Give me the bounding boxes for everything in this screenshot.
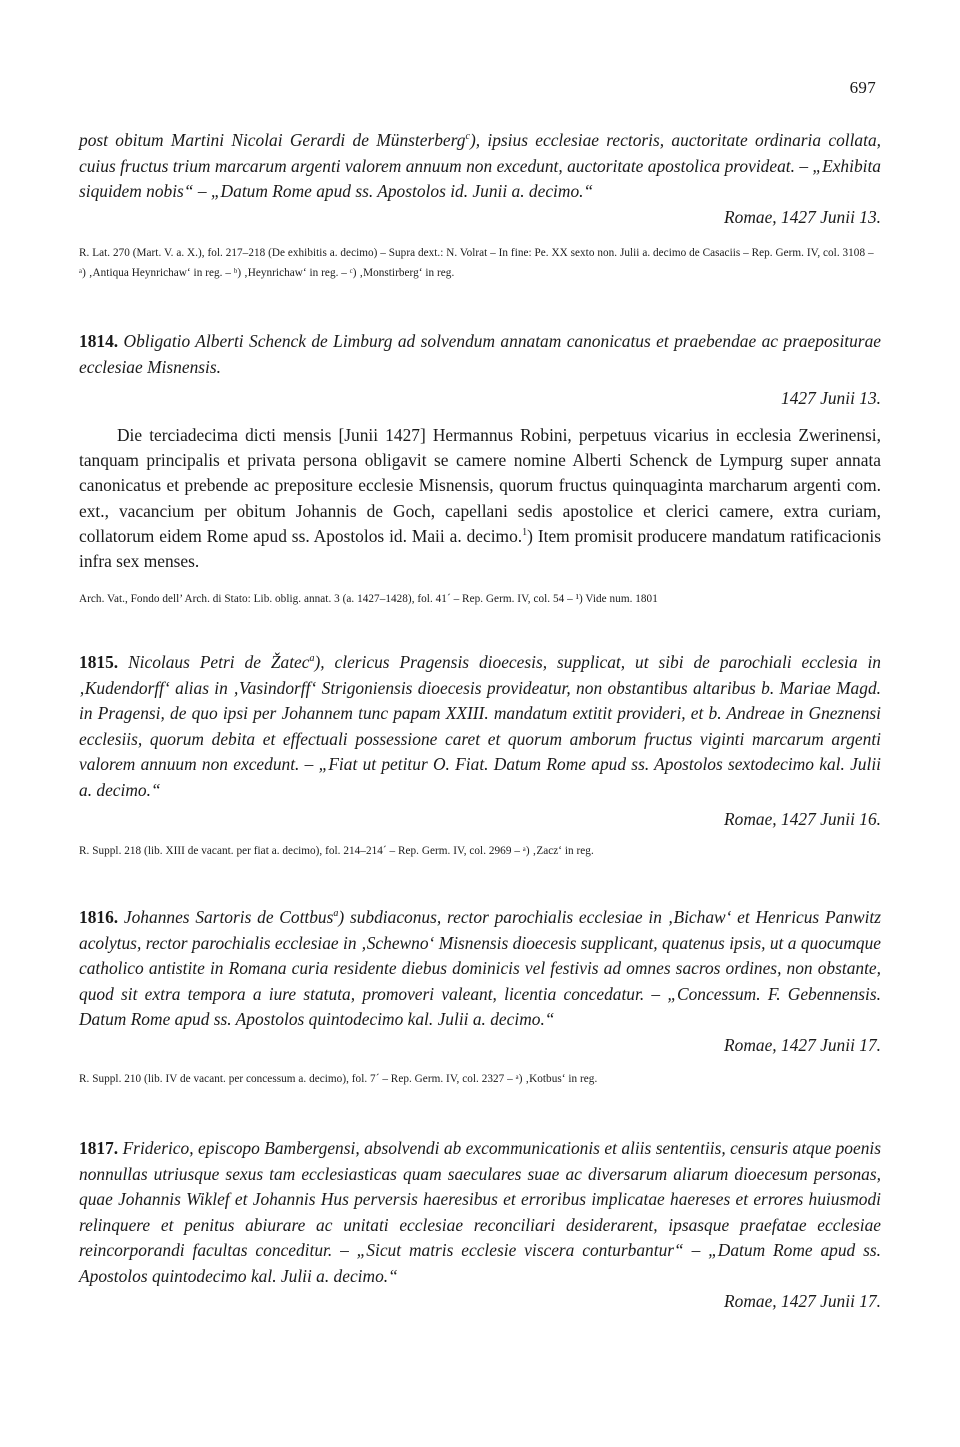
entry-1817 [79, 1136, 881, 1315]
entry-1814-note [79, 590, 881, 610]
entry-1816-note [79, 1070, 881, 1090]
page-number: 697 [849, 78, 876, 97]
previous-entry-note [79, 244, 881, 283]
entry-1816-date: Romae, 1427 Junii 17. [724, 1034, 881, 1055]
entry-1815 [79, 650, 881, 833]
previous-entry-text: post obitum Martini Nicolai Gerardi de Münsterberg$^c$), ipsius ecclesiae rectoris, auctoritate ordinaria collata, cuius fructus trium marcarum argenti valorem annuum non excedunt, auctoritate apostolica provideat. – „Exhibita siquidem nobis“ – „Datum Rome apud ss. Apostolos id. Junii a. decimo.“ [79, 130, 882, 201]
entry-1816-title: 1816. Johannes Sartoris de Cottbus$^a$) subdiaconus, rector parochialis ecclesiae in ‚Bichaw‘ et Henricus Panwitz acolytus, rector parochialis ecclesiae in ‚Schewno‘ Misnensis dioecesis supplicant, quatenus ipsis, ut a quocumque catholico antistite in Romana curia residente diebus dominicis vel festivis ad omnes sacros ordines, non obstante, quod sit extra tempora a iure statuta, promoveri valeant, licentia concedatur. – „Concessum. F. Gebennensis. Datum Rome apud ss. Apostolos quintodecimo kal. Julii a. decimo.“ [79, 907, 881, 1029]
entry-1815-footnote: R. Suppl. 218 (lib. XIII de vacant. per fiat a. decimo), fol. 214–214´ – Rep. Germ. IV, col. 2969 – ᵃ) ‚Zacz‘ in reg. [79, 845, 594, 857]
previous-entry-footnote: R. Lat. 270 (Mart. V. a. X.), fol. 217–218 (De exhibitis a. decimo) – Supra dext.: N. Volrat – In fine: Pe. XX sexto non. Julii a. decimo de Casaciis – Rep. Germ. IV, col. 3108 – ᵃ) ‚Antiqua Heynrichaw‘ in reg. – ᵇ) ‚Heynrichaw‘ in reg. – ᶜ) ‚Monstirberg‘ in reg. [79, 247, 874, 279]
entry-1817-date: Romae, 1427 Junii 17. [724, 1291, 881, 1311]
entry-1817-title: 1817. Friderico, episcopo Bambergensi, absolvendi ab excommunicationis et aliis sententiis, censuris atque poenis nonnullas utriusque sexus tam ecclesiasticas quam saeculares suae ac diversarum aliarum dioecesum personas, quae Johannis Wiklef et Johannis Hus perversis haeresibus et erroribus implicatae haereses et errores huiusmodi relinquere et penitus abiurare ac unitati ecclesiae reconciliari desiderarent, ipsasque praefatae ecclesiae reincorporandi facultas conceditur. – „Sicut matris ecclesie viscera conturbantur“ – „Datum Rome apud ss. Apostolos quintodecimo kal. Julii a. decimo.“ [79, 1138, 881, 1286]
entry-1815-date: Romae, 1427 Junii 16. [724, 809, 881, 829]
entry-1816-footnote: R. Suppl. 210 (lib. IV de vacant. per concessum a. decimo), fol. 7´ – Rep. Germ. IV, col. 2327 – ᵃ) ‚Kotbus‘ in reg. [79, 1073, 598, 1085]
previous-entry-date: Romae, 1427 Junii 13. [724, 206, 881, 227]
entry-1814-title: 1814. Obligatio Alberti Schenck de Limburg ad solvendum annatam canonicatus et praebendae ac praepositurae ecclesiae Misnensis. [79, 331, 881, 377]
entry-1815-note [79, 842, 881, 862]
entry-1814-prose: Die terciadecima dicti mensis [Junii 1427] Hermannus Robini, perpetuus vicarius in ecclesia Zwerinensi, tanquam principalis et privata persona obligavit se camere nomine Alberti Schenck de Lympurg super annata canonicatus et prebende ac prepositure ecclesie Misnensis, quorum fructus quinquaginta marcharum argenti com. ext., vacancium per obitum Johannis de Goch, capellani sedis apostolice et clerici camere, extra curiam, collatorum eidem Rome apud ss. Apostolos id. Maii a. decimo.$^1$) Item promisit producere mandatum ratificacionis infra sex menses. [79, 425, 881, 572]
entry-1815-title: 1815. Nicolaus Petri de Žatec$^a$), clericus Pragensis dioecesis, supplicat, ut sibi de parochiali ecclesia in ‚Kudendorff‘ alias in ‚Vasindorff‘ Strigoniensis dioecesis provideatur, non obstantibus altaribus b. Mariae Magd. in Pragensi, de quo ipsi per Johannem tunc papam XXIII. mandatum extitit provideri, et b. Andreae in Gneznensi ecclesiis, quorum debita et effectuali possessione caret et quorum amborum fructus viginti marcarum argenti valorem annuum non excedunt. – „Fiat ut petitur O. Fiat. Datum Rome apud ss. Apostolos sextodecimo kal. Julii a. decimo.“ [79, 652, 881, 800]
previous-entry [79, 128, 881, 230]
entry-1814-footnote: Arch. Vat., Fondo dell’ Arch. di Stato: Lib. oblig. annat. 3 (a. 1427–1428), fol. 41´ – Rep. Germ. IV, col. 54 – ¹) Vide num. 1801 [79, 593, 658, 605]
entry-1814-body [79, 423, 881, 574]
entry-1814-date: 1427 Junii 13. [781, 388, 881, 408]
entry-1814 [79, 329, 881, 412]
entry-1816 [79, 905, 881, 1058]
